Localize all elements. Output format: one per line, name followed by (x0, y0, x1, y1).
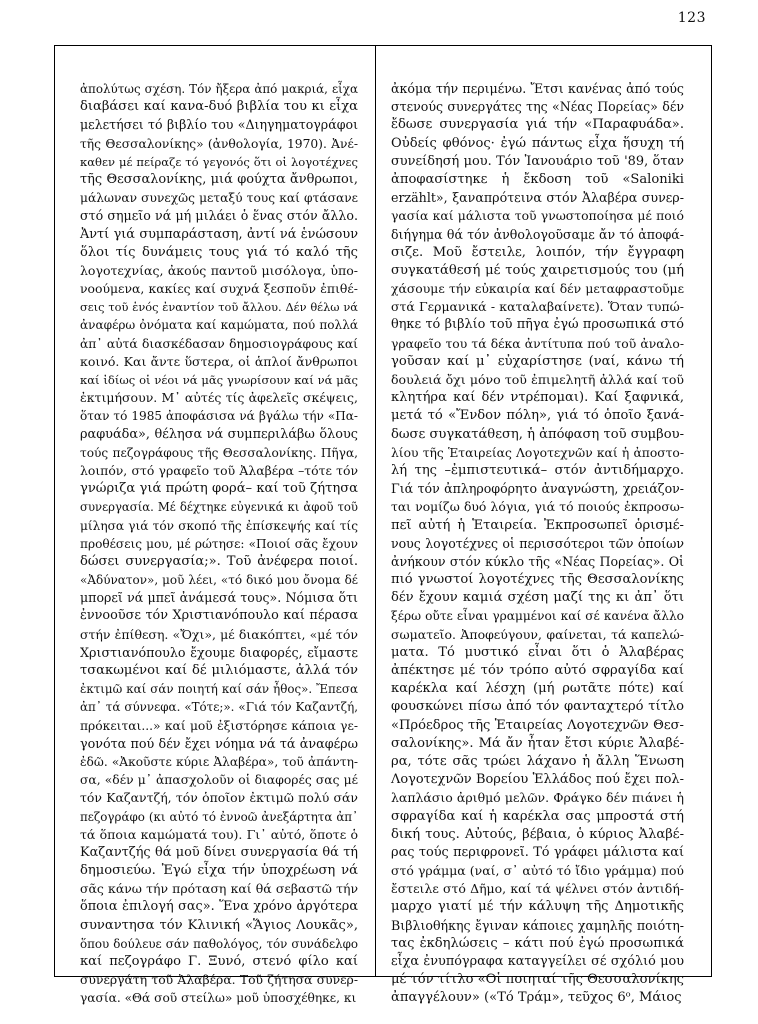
text-line: Χριστιανόπουλο ἔχουμε διαφορές, εἴμαστε (80, 644, 358, 660)
text-line: σα, «δέν μ᾽ ἀπασχολοῦν οἱ διαφορές σας μέ (80, 773, 358, 788)
text-line: γνώριζα γιά πρώτη φορά– καί τοῦ ζήτησα (80, 481, 358, 497)
text-line: προθέσεις μου, μέ ρώτησε: «Ποιοί σᾶς ἔχουν (80, 536, 358, 551)
text-line: μετά τό «Ἔνδον πόλη», γιά τό ὁποῖο ξανά- (391, 408, 684, 424)
text-line: ρας τούς περιφρονεῖ. Τό γράφει μάλιστα καί (391, 844, 684, 860)
text-line: ὅλοι τίς δυνάμεις τους γιά τό καλό τῆς (80, 244, 358, 260)
text-line: Ἀντί γιά συμπαράσταση, ἀντί νά ἑνώσουν (80, 226, 358, 242)
text-line: ματα. Τό μυστικό εἶναι ὅτι ὁ Ἀλαβέρας (391, 644, 684, 660)
text-line: τούς πεζογράφους τῆς Θεσσαλονίκης. Πῆγα, (80, 445, 358, 460)
text-line: σᾶς κάνω τήν πρόταση καί θά σεβαστῶ τήν (80, 881, 358, 897)
text-line: δική τους. Αὐτούς, βέβαια, ὁ κύριος Ἀλαβέ- (391, 826, 684, 842)
left-column (80, 80, 358, 1008)
text-line: μέ τόν τίτλο «Οἱ ποιηταί τῆς Θεσσαλονίκης (391, 972, 685, 988)
text-line: ἔδωσε συνεργασία γιά τήν «Παραφυάδα». (391, 117, 684, 133)
text-line: τσακωμένοι καί δέ μιλιόμαστε, ἀλλά τόν (80, 663, 358, 678)
text-line: διήγημα θά τόν ἀνθολογοῦσαμε ἄν τό ἀποφά- (391, 226, 684, 242)
text-line: erzählt», ξαναπρότεινα στόν Ἀλαβέρα συνερ- (391, 190, 684, 206)
text-line: ἀπ᾽ αὐτά διασκέδασαν δημοσιογράφους καί (80, 336, 358, 351)
text-line: τῆς Θεσσαλονίκης, μιά φούχτα ἄνθρωποι, (80, 171, 358, 187)
text-line: σαλονίκης». Μά ἄν ἦταν ἔτσι κύριε Ἀλαβέ- (391, 735, 684, 751)
text-line: διαβάσει καί κανα-δυό βιβλία του κι εἶχα (80, 99, 358, 115)
text-line: ὅποια ἐπιλογή σας». Ἕνα χρόνο ἀργότερα (80, 899, 358, 915)
text-line: συνεργασία. Μέ δέχτηκε εὐγενικά κι ἀφοῦ τοῦ (80, 500, 358, 515)
text-line: Οὐδείς φθόνος· ἐγώ πάντως εἶχα ἥσυχη τή (391, 135, 684, 151)
text-line: μελετήσει τό βιβλίο του «Διηγηματογράφοι (80, 117, 358, 133)
text-line: γασία. «Θά σοῦ στείλω» μοῦ ὑποσχέθηκε, κι (80, 991, 357, 1006)
text-line: ται νομίζω δυό λόγια, γιά τό ποιούς ἐκπροσω- (391, 500, 684, 515)
text-line: Λογοτεχνῶν Βορείου Ἑλλάδος πού ἔχει πολ- (391, 772, 684, 788)
text-line: ξέρω οὔτε εἶναι γραμμένοι καί σέ κανένα ἄλλο (391, 609, 684, 624)
text-line: χάσουμε τήν εὐκαιρία καί δέν μεταφραστοῦμε (391, 281, 684, 297)
text-line: γραφεῖο του τά δέκα ἀντίτυπα πού τοῦ ἀναλο- (391, 336, 684, 351)
text-line: ἀπολύτως σχέση. Τόν ἤξερα ἀπό μακριά, εἶχα (80, 82, 358, 96)
text-line: ἐκτιμήσουν. Μ᾽ αὐτές τίς ἀφελεῖς σκέψεις, (80, 390, 358, 406)
text-line: στό σημεῖο νά μή μιλάει ὁ ἕνας στόν ἄλλο. (80, 208, 358, 224)
text-line: λή της –ἐμπιστευτικά– στόν ἀντιδήμαρχο. (391, 462, 684, 478)
text-line: θηκε τό βιβλίο τοῦ πῆγα ἐγώ προσωπικά στό (391, 317, 684, 333)
text-line: συνείδησή μου. Τόν Ἰανουάριο τοῦ '89, ὅταν (391, 153, 684, 169)
text-line: ἔστειλε στό Δῆμο, καί τά ψέλνει στόν ἀντιδή- (391, 881, 684, 897)
text-line: ἀπ᾽ τά σύννεφα. «Τότε;». «Γιά τόν Καζαντζή, (80, 700, 358, 715)
text-line: λίου τῆς Ἑταιρείας Λογοτεχνῶν καί ἡ ἀποστο- (391, 445, 684, 460)
text-line: δέν ἔχουν καμιά σχέση μαζί της κι ἀπ᾽ ὅτι (391, 590, 684, 606)
text-line: «Πρόεδρος τῆς Ἑταιρείας Λογοτεχνῶν Θεσ- (391, 717, 684, 733)
right-column (391, 80, 684, 1008)
text-line: ἀπαγγέλουν» («Τό Τράμ», τεῦχος 6ᵒ, Μάιος (391, 990, 682, 1006)
text-line: τόν Καζαντζή, τόν ὁποῖον ἐκτιμῶ πολύ σάν (80, 790, 358, 806)
text-line: φουσκώνει πίσω ἀπό τόν φανταχτερό τίτλο (391, 699, 684, 715)
text-line: γοῦσαν καί μ᾽ εὐχαρίστησε (ναί, κάνω τή (391, 353, 684, 369)
text-line: δωσε συγκατάθεση, ἡ ἀπόφαση τοῦ συμβου- (391, 426, 684, 442)
text-line: καί πεζογράφο Γ. Ξυνό, στενό φίλο καί (80, 954, 358, 969)
text-line: ρα, τότε σᾶς τρώει λάχανο ἡ ἄλλη Ἕνωση (391, 753, 684, 769)
text-line: στενούς συνεργάτες της «Νέας Πορείας» δέν (391, 99, 684, 115)
text-line: Καζαντζής θά μοῦ δίνει συνεργασία θά τή (80, 844, 358, 860)
page-number: 123 (677, 10, 706, 26)
text-line: στήν ἐπίθεση. «Ὄχι», μέ διακόπτει, «μέ τόν (80, 626, 358, 642)
text-line: τῆς Θεσσαλονίκης» (ἀνθολογία, 1970). Ἀνέ- (80, 136, 358, 151)
text-line: ὅπου δούλευε σάν παθολόγος, τόν συνάδελφο (80, 936, 358, 951)
text-line: σιζε. Μοῦ ἔστειλε, λοιπόν, τήν ἔγγραφη (391, 244, 684, 260)
text-line: τά ὅποια καμώματά του). Γι᾽ αὐτό, ὅποτε ὁ (80, 826, 358, 842)
text-line: καθεν μέ πείραζε τό γεγονός ὅτι οἱ λογοτέχνες (80, 154, 358, 169)
text-line: πεῖ αὐτή ἡ Ἑταιρεία. Ἐκπροσωπεῖ ὁρισμέ- (391, 517, 684, 533)
text-line: ἀποφασίστηκε ἡ ἔκδοση τοῦ «Saloniki (391, 171, 684, 187)
text-line: λαπλάσιο ἀριθμό μελῶν. Φράγκο δέν πιάνει ἡ (391, 790, 684, 806)
text-line: λογοτεχνίας, ἀκούς παντοῦ μισόλογα, ὑπο- (80, 262, 358, 278)
text-line: ὅταν τό 1985 ἀποφάσισα νά βγάλω τήν «Πα- (80, 409, 358, 424)
text-line: πρόκειται...» καί μοῦ ἐξιστόρησε κάποια γε- (80, 718, 358, 733)
text-line: μίλησα γιά τόν σκοπό τῆς ἐπίσκεψής καί τίς (80, 518, 358, 533)
text-line: μάλωναν συνεχῶς μεταξύ τους καί φτάσανε (80, 191, 358, 206)
text-line: πεζογράφο (κι αὐτό τό ἐννοῶ ἀνεξάρτητα ἀπ᾽ (80, 809, 358, 824)
text-line: μπορεῖ νά μπεῖ ἀνάμεσά τους». Νόμισα ὅτι (80, 590, 358, 606)
text-line: λοιπόν, στό γραφεῖο τοῦ Ἀλαβέρα –τότε τόν (80, 462, 358, 478)
text-line: Βιβλιοθήκης ἔγιναν κάποιες χαμηλῆς ποιότη- (391, 917, 684, 933)
text-line: ἐδῶ. «Ἀκοῦστε κύριε Ἀλαβέρα», τοῦ ἀπάντη- (80, 754, 358, 769)
text-line: συγκατάθεσή μέ τούς χαιρετισμούς του (μή (391, 262, 684, 278)
text-line: Γιά τόν ἀπληροφόρητο ἀναγνώστη, χρειάζον- (391, 481, 684, 497)
text-line: «Ἀδύνατον», μοῦ λέει, «τό δικό μου ὄνομα δέ (80, 573, 358, 588)
text-line: μαρχο γιατί μέ τήν κάλυψη τῆς Δημοτικῆς (391, 899, 684, 915)
text-line: κλητήρα καί δέν ντρέπομαι). Καί ξαφνικά, (391, 390, 684, 406)
text-line: δώσει συνεργασία;». Τοῦ ἀνέφερα ποιοί. (80, 553, 358, 569)
text-line: ραφυάδα», θέλησα νά συμπεριλάβω ὅλους (80, 426, 358, 442)
text-line: σωματεῖο. Ἀποφεύγουν, φαίνεται, τά καπελώ- (391, 626, 684, 642)
text-line: πιό γνωστοί λογοτέχνες τῆς Θεσσαλονίκης (391, 572, 684, 588)
text-line: κοινό. Και ἄντε ὕστερα, οἱ ἁπλοί ἄνθρωποι (80, 353, 358, 369)
text-line: συνεργάτη τοῦ Ἀλαβέρα. Τοῦ ζήτησα συνερ- (80, 973, 358, 988)
text-line: συναντησα τόν Κλινική «Ἅγιος Λουκᾶς», (80, 917, 358, 933)
text-line: καρέκλα καί λέσχη (μή ρωτᾶτε πότε) καί (391, 681, 684, 697)
text-line: εἶχα ἐνυπόγραφα καταγγείλει σέ σχόλιό μου (391, 954, 684, 969)
text-line: ἐκτιμῶ καί σάν ποιητή καί σάν ἦθος». Ἔπεσα (80, 682, 358, 697)
text-line: ἀπέκτησε μέ τόν τρόπο αὐτό σφραγίδα καί (391, 663, 684, 678)
column-divider (375, 45, 376, 977)
text-line: ἀκόμα τήν περιμένω. Ἔτσι κανένας ἀπό τούς (391, 81, 684, 96)
text-line: ἐννοοῦσε τόν Χριστιανόπουλο καί πέρασα (80, 608, 358, 624)
text-line: σφραγίδα καί ἡ καρέκλα σας μπροστά στή (391, 808, 684, 824)
text-line: ἀνήκουν στόν κύκλο τῆς «Νέας Πορείας». Οἱ (391, 553, 684, 569)
text-line: σεις τοῦ ἑνός ἐναντίον τοῦ ἄλλου. Δέν θέλω νά (80, 300, 358, 315)
text-line: ἀναφέρω ὀνόματα καί καμώματα, πού πολλά (80, 318, 358, 333)
text-line: γασία καί μάλιστα τοῦ γνωστοποίησα μέ ποιό (391, 208, 684, 224)
text-line: τας ἐκδηλώσεις – κάτι πού ἐγώ προσωπικά (391, 935, 684, 951)
text-line: γονότα πού δέν ἔχει νόημα νά τά ἀναφέρω (80, 735, 358, 751)
text-line: δουλειά ὄχι μόνο τοῦ ἐπιμελητῆ ἀλλά καί τοῦ (391, 372, 684, 387)
text-line: στά Γερμανικά - καταλαβαίνετε). Ὅταν τυπώ- (391, 299, 684, 315)
text-line: καί ἰδίως οἱ νέοι νά μᾶς γνωρίσουν καί νά μᾶς (80, 373, 358, 387)
text-line: νους λογοτέχνες οἱ περισσότεροι τῶν ὁποίων (391, 535, 684, 551)
text-line: στό γράμμα (ναί, σ᾽ αὐτό τό ἴδιο γράμμα) πού (391, 863, 684, 879)
text-line: νοούμενα, κακίες καί συχνά ξεσποῦν ἐπιθέ- (80, 281, 358, 297)
text-line: δημοσιεύω. Ἐγώ εἶχα τήν ὑποχρέωση νά (80, 863, 358, 879)
